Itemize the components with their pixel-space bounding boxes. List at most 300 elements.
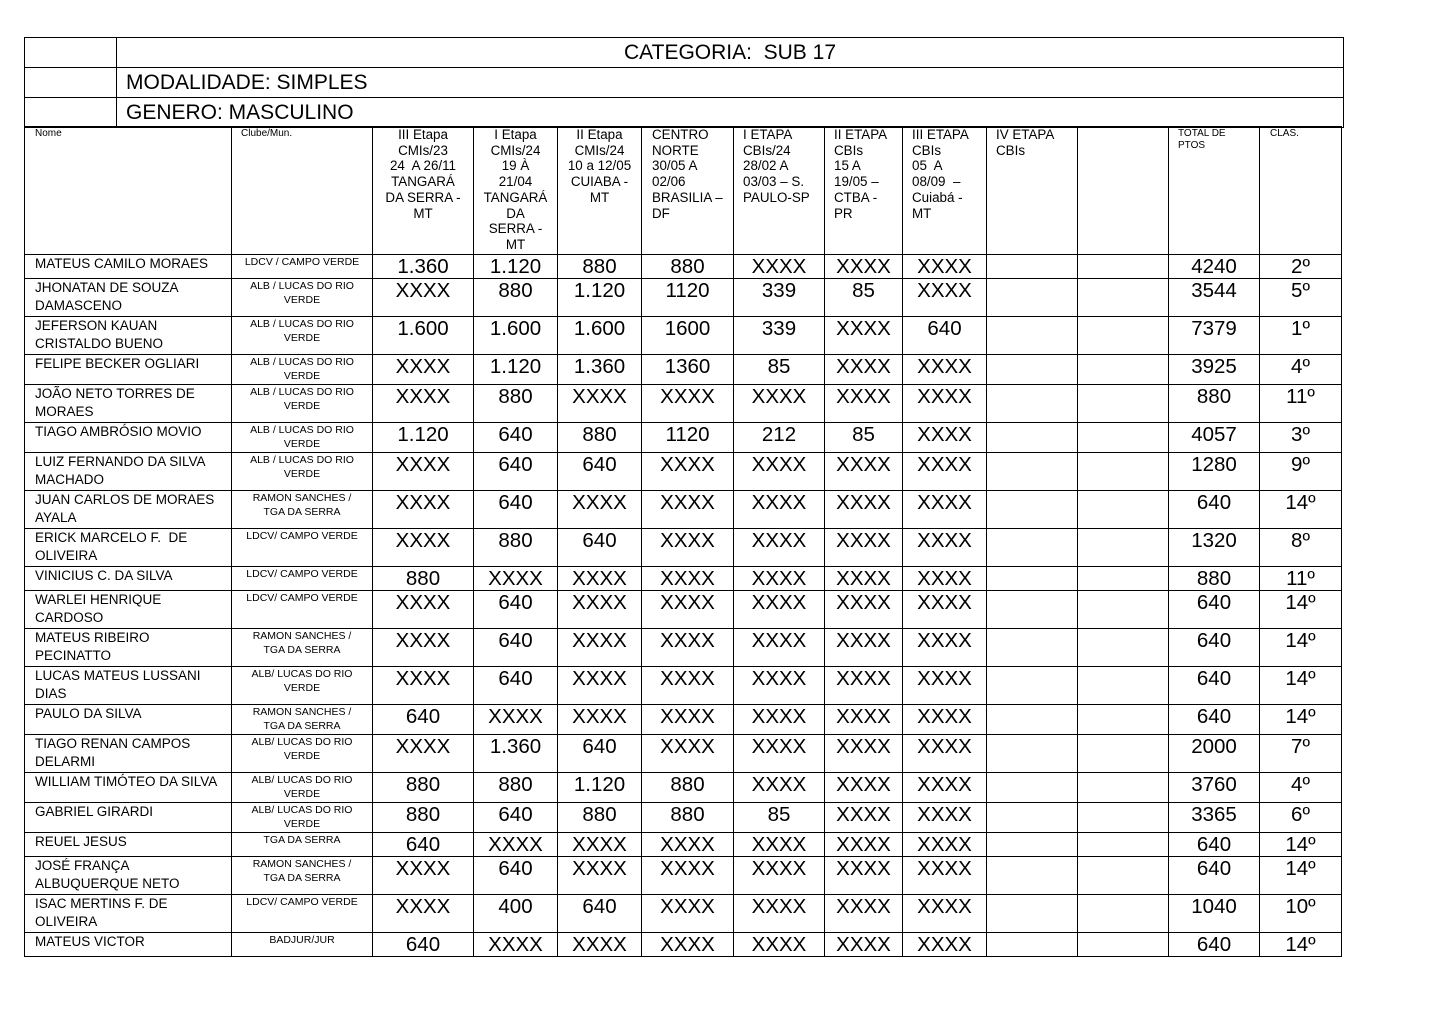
- iii-etapa-cbis-points-cell: XXXX: [903, 278, 987, 316]
- ii-etapa-cbis-points-cell: 85: [825, 422, 903, 452]
- header-blank-cell: [25, 38, 117, 68]
- athlete-row: [25, 666, 1342, 704]
- ii-etapa-cbis-points-cell: XXXX: [825, 666, 903, 704]
- iii-etapa-cbis-header-line: Cuiabá -: [912, 189, 963, 205]
- genero-row: [25, 98, 1344, 128]
- ii-etapa-cbis-header-line: CBIs: [834, 142, 864, 158]
- i-etapa-cbis-24-header-line: 03/03 – S.: [743, 174, 805, 190]
- centro-norte-header-cell: [642, 127, 734, 255]
- classification-cell: 9º: [1260, 452, 1342, 490]
- total-de-ptos-header-line: PTOS: [1178, 140, 1206, 151]
- header-blank-cell: [25, 98, 117, 128]
- club-cell: ALB / LUCAS DO RIO VERDE: [232, 422, 373, 452]
- athlete-name-cell: WARLEI HENRIQUE CARDOSO: [25, 590, 232, 628]
- header-blank-cell: [25, 68, 117, 98]
- classification-cell: 11º: [1260, 566, 1342, 590]
- iii-etapa-cbis-points-cell: XXXX: [903, 384, 987, 422]
- i-etapa-cbis-24-header-line: CBIs/24: [743, 142, 791, 158]
- athlete-name-cell: MATEUS RIBEIRO PECINATTO: [25, 628, 232, 666]
- classification-cell: 4º: [1260, 772, 1342, 802]
- iii-etapa-cmis-23-points-cell: 880: [373, 566, 474, 590]
- ii-etapa-cbis-points-cell: XXXX: [825, 566, 903, 590]
- ii-etapa-cbis-points-cell: XXXX: [825, 628, 903, 666]
- centro-norte-header-line: BRASILIA –: [652, 189, 723, 205]
- classification-cell: 14º: [1260, 666, 1342, 704]
- iii-etapa-cbis-points-cell: XXXX: [903, 802, 987, 832]
- results-table: [24, 126, 1342, 957]
- ii-etapa-cbis-points-cell: XXXX: [825, 490, 903, 528]
- i-etapa-cmis-24-points-cell: 1.120: [474, 254, 558, 278]
- athlete-rows: [25, 254, 1342, 956]
- iii-etapa-cbis-header-line: MT: [912, 205, 932, 221]
- modalidade-row: [25, 68, 1344, 98]
- blank-cell: [1078, 422, 1169, 452]
- iv-etapa-cbis-points-cell: [987, 566, 1078, 590]
- iii-etapa-cbis-points-cell: XXXX: [903, 628, 987, 666]
- clube-mun-header-cell: [232, 127, 373, 255]
- iv-etapa-cbis-points-cell: [987, 422, 1078, 452]
- iii-etapa-cbis-points-cell: XXXX: [903, 566, 987, 590]
- iii-etapa-cmis-23-points-cell: XXXX: [373, 894, 474, 932]
- i-etapa-cmis-24-points-cell: 640: [474, 490, 558, 528]
- athlete-row: [25, 704, 1342, 734]
- i-etapa-cmis-24-points-cell: 640: [474, 666, 558, 704]
- iii-etapa-cmis-23-points-cell: 1.360: [373, 254, 474, 278]
- athlete-row: [25, 422, 1342, 452]
- ii-etapa-cmis-24-points-cell: XXXX: [558, 856, 642, 894]
- classification-cell: 2º: [1260, 254, 1342, 278]
- athlete-row: [25, 894, 1342, 932]
- i-etapa-cbis-24-points-cell: XXXX: [734, 832, 825, 856]
- ii-etapa-cmis-24-points-cell: 880: [558, 254, 642, 278]
- ii-etapa-cbis-header-line: 15 A: [834, 158, 861, 174]
- centro-norte-points-cell: XXXX: [642, 832, 734, 856]
- ii-etapa-cbis-points-cell: XXXX: [825, 932, 903, 956]
- ii-etapa-cbis-header-cell: [825, 127, 903, 255]
- club-cell: ALB/ LUCAS DO RIO VERDE: [232, 666, 373, 704]
- blank-cell: [1078, 666, 1169, 704]
- athlete-name-cell: JEFERSON KAUAN CRISTALDO BUENO: [25, 316, 232, 354]
- i-etapa-cmis-24-header-line: SERRA -: [488, 221, 543, 237]
- club-cell: LDCV / CAMPO VERDE: [232, 254, 373, 278]
- ii-etapa-cmis-24-points-cell: XXXX: [558, 384, 642, 422]
- classification-cell: 6º: [1260, 802, 1342, 832]
- ii-etapa-cbis-points-cell: XXXX: [825, 590, 903, 628]
- blank-cell: [1078, 316, 1169, 354]
- categoria-row: [25, 38, 1344, 68]
- athlete-row: [25, 832, 1342, 856]
- i-etapa-cmis-24-points-cell: 880: [474, 384, 558, 422]
- ii-etapa-cmis-24-points-cell: 640: [558, 452, 642, 490]
- total-points-cell: 3365: [1169, 802, 1260, 832]
- iii-etapa-cbis-points-cell: XXXX: [903, 422, 987, 452]
- ii-etapa-cmis-24-points-cell: XXXX: [558, 932, 642, 956]
- i-etapa-cmis-24-points-cell: 880: [474, 278, 558, 316]
- club-cell: ALB/ LUCAS DO RIO VERDE: [232, 734, 373, 772]
- athlete-name-cell: JOSÉ FRANÇA ALBUQUERQUE NETO: [25, 856, 232, 894]
- iii-etapa-cmis-23-points-cell: 1.600: [373, 316, 474, 354]
- centro-norte-points-cell: XXXX: [642, 590, 734, 628]
- total-de-ptos-header-line: TOTAL DE: [1178, 128, 1226, 139]
- iii-etapa-cmis-23-points-cell: XXXX: [373, 628, 474, 666]
- iii-etapa-cmis-23-points-cell: 880: [373, 802, 474, 832]
- athlete-row: [25, 316, 1342, 354]
- iii-etapa-cbis-points-cell: XXXX: [903, 832, 987, 856]
- athlete-row: [25, 734, 1342, 772]
- club-cell: TGA DA SERRA: [232, 832, 373, 856]
- club-cell: RAMON SANCHES / TGA DA SERRA: [232, 856, 373, 894]
- classification-cell: 1º: [1260, 316, 1342, 354]
- ii-etapa-cmis-24-points-cell: XXXX: [558, 666, 642, 704]
- i-etapa-cmis-24-points-cell: 880: [474, 772, 558, 802]
- iv-etapa-cbis-points-cell: [987, 452, 1078, 490]
- ii-etapa-cmis-24-points-cell: 1.360: [558, 354, 642, 384]
- iv-etapa-cbis-points-cell: [987, 832, 1078, 856]
- blank-cell: [1078, 628, 1169, 666]
- athlete-row: [25, 278, 1342, 316]
- i-etapa-cbis-24-header-cell: [734, 127, 825, 255]
- i-etapa-cmis-24-header-line: TANGARÁ: [483, 189, 548, 205]
- i-etapa-cbis-24-points-cell: XXXX: [734, 566, 825, 590]
- iii-etapa-cbis-points-cell: XXXX: [903, 856, 987, 894]
- ii-etapa-cmis-24-header-line: CMIs/24: [574, 142, 625, 158]
- i-etapa-cmis-24-header-line: I Etapa: [494, 127, 537, 142]
- club-cell: ALB/ LUCAS DO RIO VERDE: [232, 772, 373, 802]
- centro-norte-points-cell: 1600: [642, 316, 734, 354]
- club-cell: ALB / LUCAS DO RIO VERDE: [232, 452, 373, 490]
- total-points-cell: 880: [1169, 384, 1260, 422]
- centro-norte-points-cell: XXXX: [642, 528, 734, 566]
- ii-etapa-cbis-header-line: CTBA -: [834, 189, 878, 205]
- ii-etapa-cmis-24-points-cell: XXXX: [558, 590, 642, 628]
- athlete-row: [25, 490, 1342, 528]
- clas-header-line: CLAS.: [1270, 128, 1299, 139]
- club-cell: ALB/ LUCAS DO RIO VERDE: [232, 802, 373, 832]
- club-cell: LDCV/ CAMPO VERDE: [232, 590, 373, 628]
- i-etapa-cmis-24-points-cell: XXXX: [474, 832, 558, 856]
- blank-cell: [1078, 528, 1169, 566]
- centro-norte-points-cell: XXXX: [642, 566, 734, 590]
- blank-cell: [1078, 932, 1169, 956]
- i-etapa-cmis-24-header-cell: [474, 127, 558, 255]
- iii-etapa-cmis-23-points-cell: 1.120: [373, 422, 474, 452]
- genero-label: GENERO: MASCULINO: [117, 98, 1344, 128]
- blank-cell: [1078, 894, 1169, 932]
- iii-etapa-cbis-header-cell: [903, 127, 987, 255]
- athlete-name-cell: JUAN CARLOS DE MORAES AYALA: [25, 490, 232, 528]
- i-etapa-cmis-24-points-cell: XXXX: [474, 932, 558, 956]
- iii-etapa-cbis-header-line: 08/09 –: [912, 174, 961, 190]
- blank-cell: [1078, 590, 1169, 628]
- iii-etapa-cmis-23-points-cell: XXXX: [373, 452, 474, 490]
- athlete-name-cell: REUEL JESUS: [25, 832, 232, 856]
- club-cell: RAMON SANCHES / TGA DA SERRA: [232, 628, 373, 666]
- ii-etapa-cbis-header-line: II ETAPA: [834, 127, 888, 142]
- total-points-cell: 640: [1169, 832, 1260, 856]
- athlete-row: [25, 932, 1342, 956]
- i-etapa-cbis-24-points-cell: XXXX: [734, 734, 825, 772]
- athlete-name-cell: ERICK MARCELO F. DE OLIVEIRA: [25, 528, 232, 566]
- club-cell: ALB / LUCAS DO RIO VERDE: [232, 316, 373, 354]
- athlete-row: [25, 384, 1342, 422]
- classification-cell: 14º: [1260, 628, 1342, 666]
- classification-cell: 7º: [1260, 734, 1342, 772]
- blank-header-cell: [1078, 127, 1169, 255]
- centro-norte-points-cell: XXXX: [642, 932, 734, 956]
- total-points-cell: 1040: [1169, 894, 1260, 932]
- nome-header-cell: [25, 127, 232, 255]
- classification-cell: 4º: [1260, 354, 1342, 384]
- i-etapa-cbis-24-points-cell: 339: [734, 278, 825, 316]
- i-etapa-cmis-24-header-line: CMIs/24: [490, 142, 541, 158]
- iv-etapa-cbis-points-cell: [987, 384, 1078, 422]
- classification-cell: 14º: [1260, 704, 1342, 734]
- centro-norte-points-cell: 880: [642, 802, 734, 832]
- ii-etapa-cmis-24-points-cell: 640: [558, 528, 642, 566]
- i-etapa-cbis-24-points-cell: XXXX: [734, 772, 825, 802]
- iv-etapa-cbis-points-cell: [987, 278, 1078, 316]
- total-points-cell: 640: [1169, 628, 1260, 666]
- athlete-name-cell: TIAGO RENAN CAMPOS DELARMI: [25, 734, 232, 772]
- centro-norte-points-cell: XXXX: [642, 894, 734, 932]
- athlete-name-cell: JOÃO NETO TORRES DE MORAES: [25, 384, 232, 422]
- athlete-row: [25, 254, 1342, 278]
- total-points-cell: 2000: [1169, 734, 1260, 772]
- centro-norte-header-line: 30/05 A: [652, 158, 698, 174]
- iii-etapa-cmis-23-points-cell: XXXX: [373, 666, 474, 704]
- iv-etapa-cbis-points-cell: [987, 316, 1078, 354]
- total-points-cell: 1280: [1169, 452, 1260, 490]
- iv-etapa-cbis-points-cell: [987, 856, 1078, 894]
- club-cell: ALB / LUCAS DO RIO VERDE: [232, 278, 373, 316]
- modalidade-label: MODALIDADE: SIMPLES: [117, 68, 1344, 98]
- total-points-cell: 640: [1169, 856, 1260, 894]
- iii-etapa-cbis-points-cell: XXXX: [903, 894, 987, 932]
- i-etapa-cmis-24-points-cell: 880: [474, 528, 558, 566]
- ii-etapa-cmis-24-points-cell: 640: [558, 734, 642, 772]
- classification-cell: 3º: [1260, 422, 1342, 452]
- nome-header-line: Nome: [35, 128, 62, 139]
- column-header-row: [25, 127, 1342, 255]
- iii-etapa-cbis-header-line: CBIs: [912, 142, 942, 158]
- i-etapa-cbis-24-header-line: I ETAPA: [743, 127, 793, 142]
- athlete-row: [25, 528, 1342, 566]
- i-etapa-cbis-24-points-cell: XXXX: [734, 932, 825, 956]
- iii-etapa-cbis-header-line: III ETAPA: [912, 127, 969, 142]
- centro-norte-header-line: NORTE: [652, 142, 699, 158]
- iv-etapa-cbis-header-line: IV ETAPA: [996, 127, 1055, 142]
- total-points-cell: 3760: [1169, 772, 1260, 802]
- iii-etapa-cmis-23-points-cell: XXXX: [373, 490, 474, 528]
- centro-norte-points-cell: 1120: [642, 278, 734, 316]
- athlete-name-cell: WILLIAM TIMÓTEO DA SILVA: [25, 772, 232, 802]
- iii-etapa-cbis-points-cell: XXXX: [903, 254, 987, 278]
- i-etapa-cmis-24-points-cell: 640: [474, 452, 558, 490]
- iv-etapa-cbis-points-cell: [987, 628, 1078, 666]
- iii-etapa-cmis-23-points-cell: XXXX: [373, 278, 474, 316]
- centro-norte-points-cell: 1120: [642, 422, 734, 452]
- i-etapa-cmis-24-points-cell: 640: [474, 856, 558, 894]
- total-points-cell: 3544: [1169, 278, 1260, 316]
- athlete-name-cell: TIAGO AMBRÓSIO MOVIO: [25, 422, 232, 452]
- ii-etapa-cbis-points-cell: XXXX: [825, 704, 903, 734]
- total-points-cell: 880: [1169, 566, 1260, 590]
- iv-etapa-cbis-points-cell: [987, 354, 1078, 384]
- blank-cell: [1078, 566, 1169, 590]
- ii-etapa-cmis-24-points-cell: XXXX: [558, 832, 642, 856]
- ii-etapa-cbis-points-cell: XXXX: [825, 316, 903, 354]
- iii-etapa-cmis-23-points-cell: 880: [373, 772, 474, 802]
- total-de-ptos-header-cell: [1169, 127, 1260, 255]
- blank-cell: [1078, 704, 1169, 734]
- iii-etapa-cmis-23-points-cell: XXXX: [373, 590, 474, 628]
- iii-etapa-cbis-points-cell: 640: [903, 316, 987, 354]
- iii-etapa-cbis-points-cell: XXXX: [903, 772, 987, 802]
- total-points-cell: 640: [1169, 590, 1260, 628]
- ii-etapa-cmis-24-points-cell: 1.120: [558, 772, 642, 802]
- ii-etapa-cmis-24-points-cell: XXXX: [558, 490, 642, 528]
- ii-etapa-cbis-points-cell: XXXX: [825, 254, 903, 278]
- i-etapa-cbis-24-points-cell: XXXX: [734, 704, 825, 734]
- athlete-row: [25, 802, 1342, 832]
- iii-etapa-cmis-23-header-line: III Etapa: [398, 127, 448, 142]
- ii-etapa-cmis-24-header-line: II Etapa: [576, 127, 623, 142]
- athlete-name-cell: LUCAS MATEUS LUSSANI DIAS: [25, 666, 232, 704]
- i-etapa-cbis-24-points-cell: XXXX: [734, 254, 825, 278]
- club-cell: RAMON SANCHES / TGA DA SERRA: [232, 490, 373, 528]
- iv-etapa-cbis-points-cell: [987, 666, 1078, 704]
- i-etapa-cmis-24-points-cell: XXXX: [474, 566, 558, 590]
- i-etapa-cmis-24-points-cell: 640: [474, 802, 558, 832]
- total-points-cell: 4240: [1169, 254, 1260, 278]
- i-etapa-cmis-24-header-line: MT: [505, 236, 526, 252]
- iv-etapa-cbis-points-cell: [987, 772, 1078, 802]
- club-cell: LDCV/ CAMPO VERDE: [232, 566, 373, 590]
- iii-etapa-cmis-23-header-cell: [373, 127, 474, 255]
- categoria-label: CATEGORIA: SUB 17: [117, 38, 1344, 68]
- centro-norte-points-cell: 880: [642, 254, 734, 278]
- total-points-cell: 7379: [1169, 316, 1260, 354]
- i-etapa-cbis-24-points-cell: XXXX: [734, 384, 825, 422]
- total-points-cell: 640: [1169, 666, 1260, 704]
- ii-etapa-cmis-24-header-cell: [558, 127, 642, 255]
- ii-etapa-cmis-24-points-cell: 880: [558, 422, 642, 452]
- iii-etapa-cbis-points-cell: XXXX: [903, 734, 987, 772]
- i-etapa-cbis-24-points-cell: XXXX: [734, 894, 825, 932]
- athlete-name-cell: FELIPE BECKER OGLIARI: [25, 354, 232, 384]
- ii-etapa-cmis-24-points-cell: 640: [558, 894, 642, 932]
- iii-etapa-cmis-23-header-line: MT: [413, 205, 433, 221]
- total-points-cell: 640: [1169, 932, 1260, 956]
- club-cell: LDCV/ CAMPO VERDE: [232, 894, 373, 932]
- iii-etapa-cmis-23-points-cell: XXXX: [373, 354, 474, 384]
- club-cell: LDCV/ CAMPO VERDE: [232, 528, 373, 566]
- i-etapa-cmis-24-points-cell: 1.600: [474, 316, 558, 354]
- blank-cell: [1078, 856, 1169, 894]
- i-etapa-cbis-24-points-cell: XXXX: [734, 628, 825, 666]
- total-points-cell: 640: [1169, 704, 1260, 734]
- ii-etapa-cbis-points-cell: XXXX: [825, 528, 903, 566]
- ii-etapa-cbis-points-cell: XXXX: [825, 354, 903, 384]
- club-cell: RAMON SANCHES / TGA DA SERRA: [232, 704, 373, 734]
- total-points-cell: 1320: [1169, 528, 1260, 566]
- centro-norte-header-line: 02/06: [652, 174, 686, 190]
- ii-etapa-cbis-points-cell: 85: [825, 278, 903, 316]
- ii-etapa-cbis-points-cell: XXXX: [825, 856, 903, 894]
- ii-etapa-cbis-header-line: 19/05 –: [834, 174, 879, 190]
- ii-etapa-cmis-24-points-cell: 1.120: [558, 278, 642, 316]
- iv-etapa-cbis-points-cell: [987, 932, 1078, 956]
- ii-etapa-cmis-24-points-cell: 880: [558, 802, 642, 832]
- athlete-name-cell: PAULO DA SILVA: [25, 704, 232, 734]
- athlete-row: [25, 566, 1342, 590]
- blank-cell: [1078, 354, 1169, 384]
- ii-etapa-cbis-points-cell: XXXX: [825, 832, 903, 856]
- centro-norte-header-line: CENTRO: [652, 127, 709, 142]
- i-etapa-cmis-24-points-cell: 1.360: [474, 734, 558, 772]
- i-etapa-cmis-24-points-cell: 640: [474, 422, 558, 452]
- athlete-row: [25, 856, 1342, 894]
- iii-etapa-cbis-points-cell: XXXX: [903, 528, 987, 566]
- clas-header-cell: [1260, 127, 1342, 255]
- club-cell: ALB / LUCAS DO RIO VERDE: [232, 354, 373, 384]
- iii-etapa-cbis-header-line: 05 A: [912, 158, 943, 174]
- i-etapa-cbis-24-points-cell: 85: [734, 354, 825, 384]
- ii-etapa-cmis-24-points-cell: 1.600: [558, 316, 642, 354]
- iv-etapa-cbis-points-cell: [987, 734, 1078, 772]
- classification-cell: 11º: [1260, 384, 1342, 422]
- iii-etapa-cbis-points-cell: XXXX: [903, 452, 987, 490]
- iv-etapa-cbis-points-cell: [987, 704, 1078, 734]
- iii-etapa-cmis-23-points-cell: XXXX: [373, 856, 474, 894]
- athlete-name-cell: VINICIUS C. DA SILVA: [25, 566, 232, 590]
- i-etapa-cmis-24-points-cell: 1.120: [474, 354, 558, 384]
- classification-cell: 14º: [1260, 832, 1342, 856]
- centro-norte-header-line: DF: [652, 205, 670, 221]
- centro-norte-points-cell: XXXX: [642, 384, 734, 422]
- athlete-row: [25, 354, 1342, 384]
- blank-cell: [1078, 734, 1169, 772]
- i-etapa-cmis-24-points-cell: 400: [474, 894, 558, 932]
- i-etapa-cmis-24-points-cell: XXXX: [474, 704, 558, 734]
- classification-cell: 14º: [1260, 590, 1342, 628]
- iii-etapa-cmis-23-header-line: 24 A 26/11: [389, 158, 457, 174]
- i-etapa-cbis-24-points-cell: XXXX: [734, 452, 825, 490]
- iv-etapa-cbis-points-cell: [987, 254, 1078, 278]
- ii-etapa-cmis-24-header-line: 10 a 12/05: [567, 158, 632, 174]
- athlete-name-cell: JHONATAN DE SOUZA DAMASCENO: [25, 278, 232, 316]
- iii-etapa-cmis-23-header-line: DA SERRA -: [385, 189, 461, 205]
- iv-etapa-cbis-header-cell: [987, 127, 1078, 255]
- ii-etapa-cbis-points-cell: XXXX: [825, 772, 903, 802]
- classification-cell: 10º: [1260, 894, 1342, 932]
- ii-etapa-cbis-points-cell: XXXX: [825, 734, 903, 772]
- blank-cell: [1078, 832, 1169, 856]
- iii-etapa-cbis-points-cell: XXXX: [903, 354, 987, 384]
- ii-etapa-cmis-24-points-cell: XXXX: [558, 628, 642, 666]
- iii-etapa-cbis-points-cell: XXXX: [903, 932, 987, 956]
- iii-etapa-cmis-23-header-line: TANGARÁ: [391, 174, 455, 190]
- iv-etapa-cbis-header-line: CBIs: [996, 142, 1026, 158]
- iii-etapa-cmis-23-points-cell: 640: [373, 932, 474, 956]
- iii-etapa-cbis-points-cell: XXXX: [903, 490, 987, 528]
- ii-etapa-cmis-24-header-line: MT: [589, 189, 610, 205]
- athlete-row: [25, 772, 1342, 802]
- blank-cell: [1078, 772, 1169, 802]
- classification-cell: 8º: [1260, 528, 1342, 566]
- blank-cell: [1078, 278, 1169, 316]
- total-points-cell: 640: [1169, 490, 1260, 528]
